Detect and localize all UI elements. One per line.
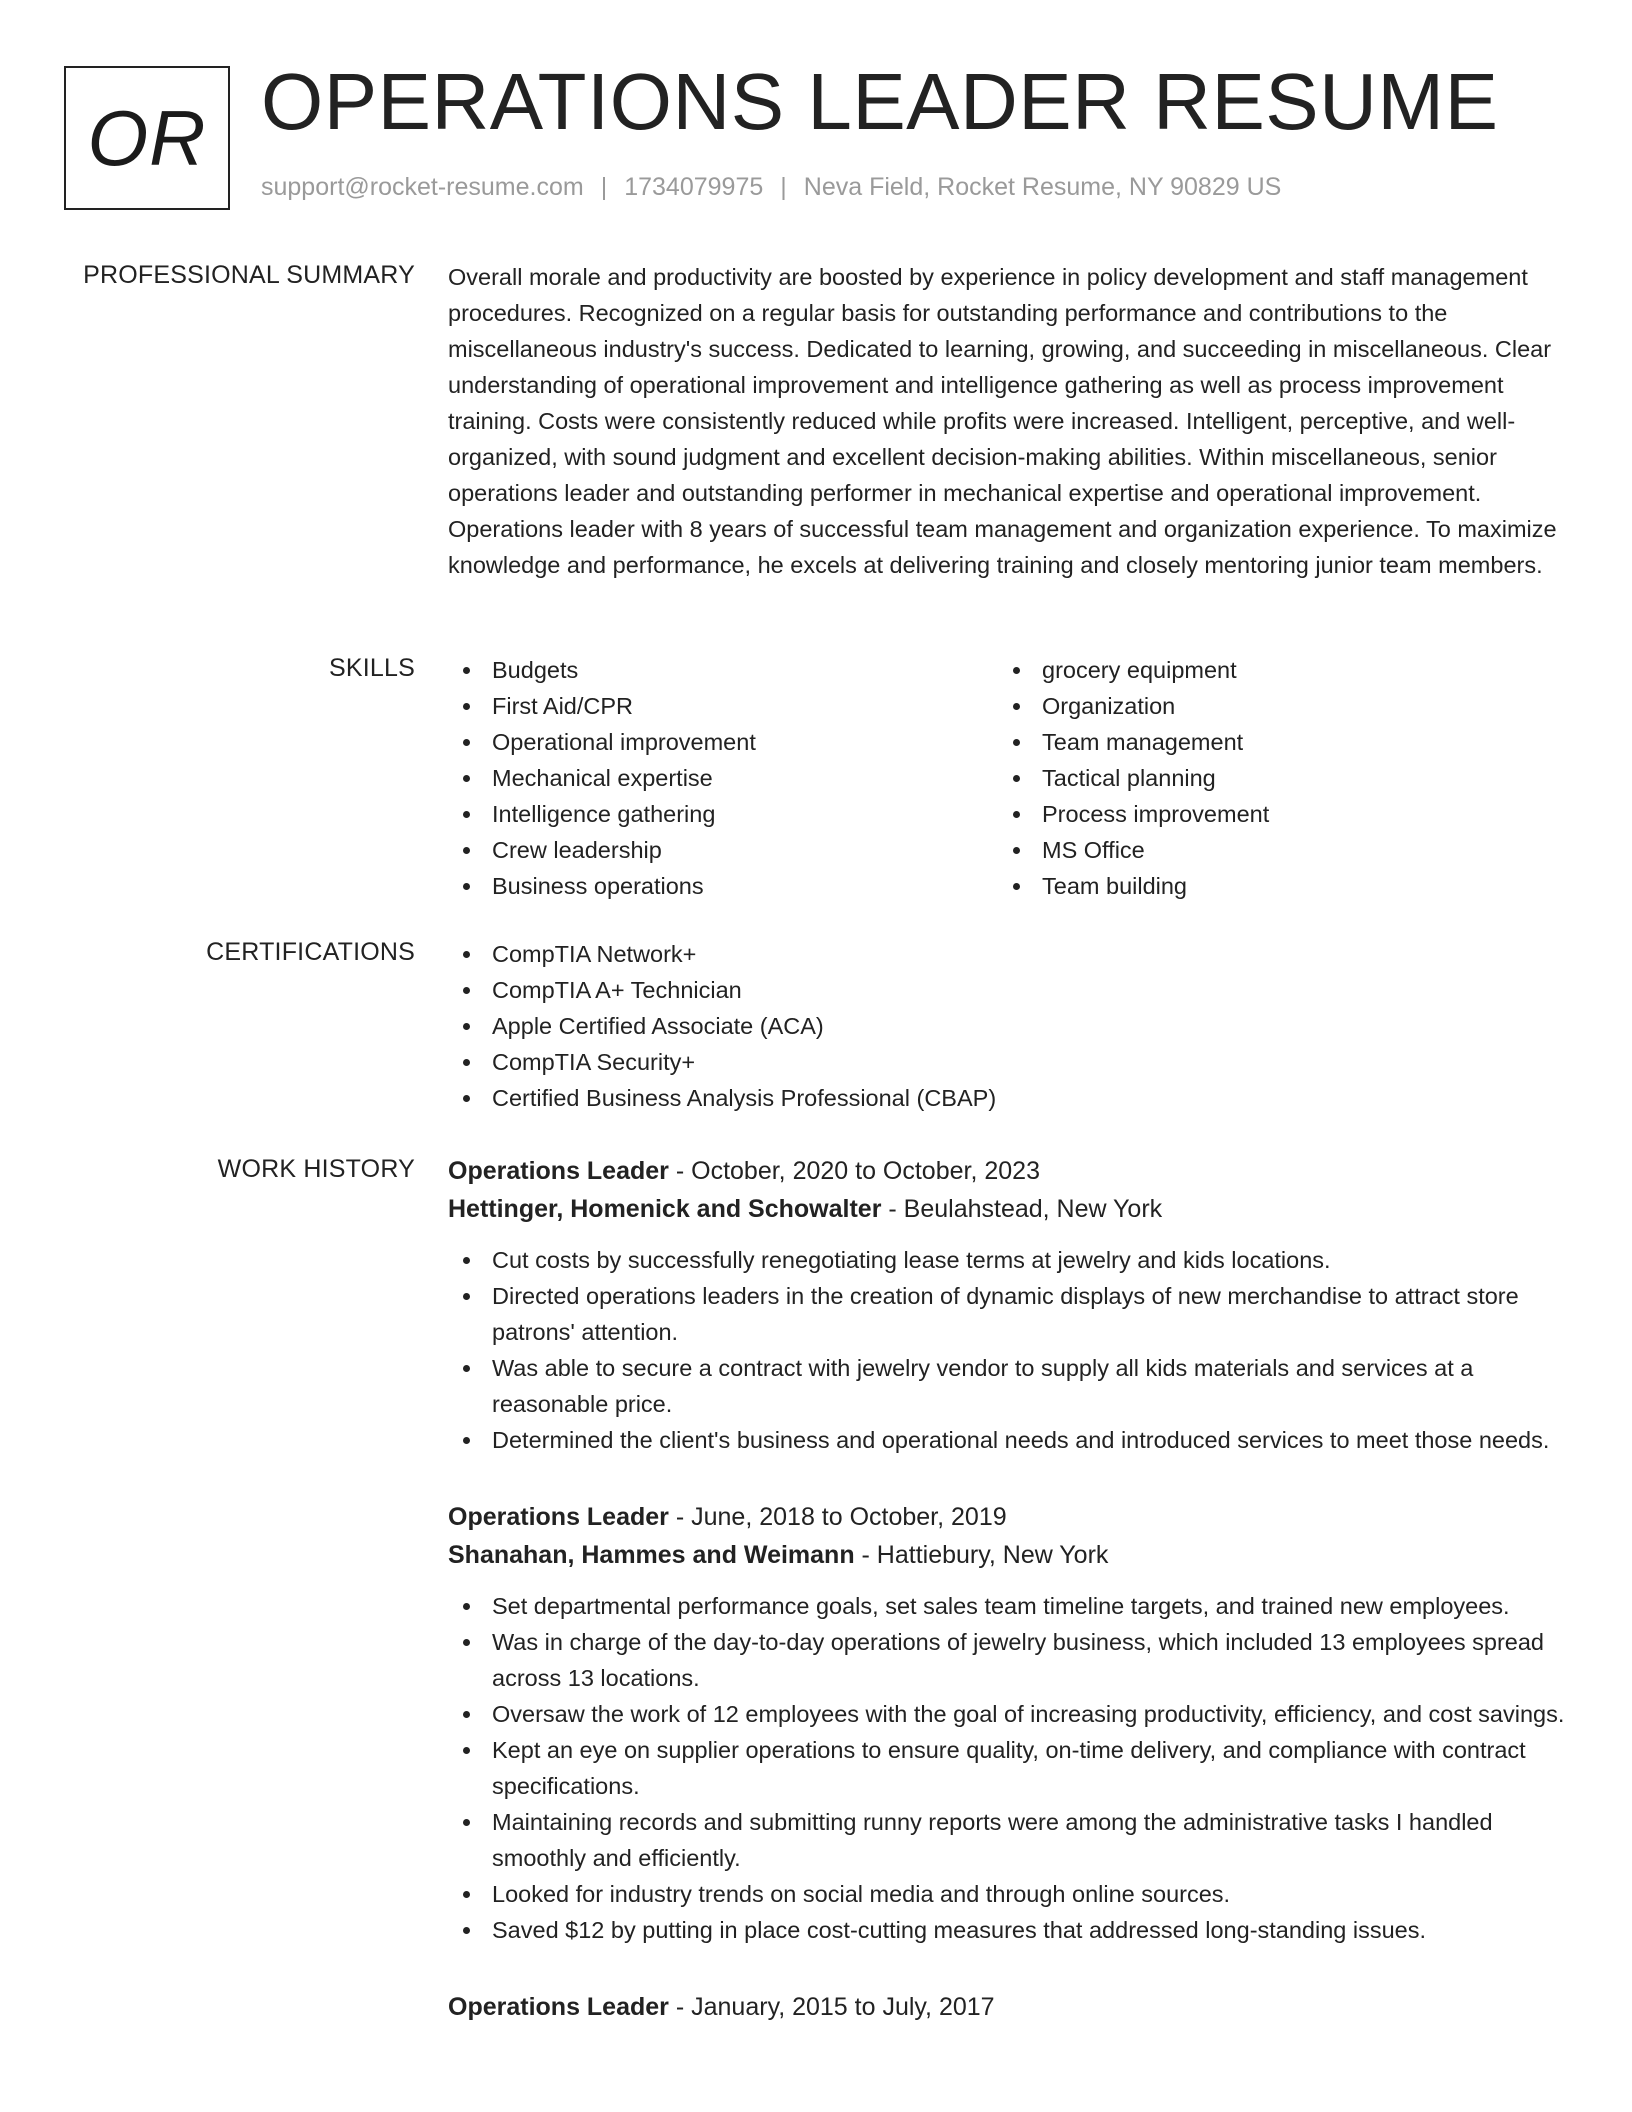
contact-separator: | — [600, 173, 608, 201]
job-bullet: Looked for industry trends on social media and through online sources. — [448, 1876, 1568, 1912]
job-bullet: Was in charge of the day-to-day operations of jewelry business, which included 13 employees spread across 13 locations. — [448, 1624, 1568, 1696]
job-dates: - January, 2015 to July, 2017 — [668, 1993, 995, 2021]
skill-item: Process improvement — [998, 796, 1548, 832]
job-location: - Beulahstead, New York — [881, 1195, 1163, 1223]
certification-item: CompTIA A+ Technician — [448, 972, 1568, 1008]
job-bullet: Saved $12 by putting in place cost-cutting measures that addressed long-standing issues. — [448, 1912, 1568, 1948]
job-title: Operations Leader — [448, 1993, 669, 2021]
job-bullet: Oversaw the work of 12 employees with the goal of increasing productivity, efficiency, and cost savings. — [448, 1696, 1568, 1732]
skill-item: Tactical planning — [998, 760, 1548, 796]
job-bullet: Directed operations leaders in the creation of dynamic displays of new merchandise to attract store patrons' attention. — [448, 1278, 1568, 1350]
job-title: Operations Leader — [448, 1157, 669, 1185]
skills-grid — [448, 652, 1568, 904]
skill-item: Operational improvement — [448, 724, 998, 760]
certification-item: CompTIA Security+ — [448, 1044, 1568, 1080]
job-entry — [448, 1498, 1568, 1948]
job-bullet: Was able to secure a contract with jewelry vendor to supply all kids materials and services at a reasonable price. — [448, 1350, 1568, 1422]
job-bullet: Set departmental performance goals, set sales team timeline targets, and trained new employees. — [448, 1588, 1568, 1624]
certification-item: Certified Business Analysis Professional (CBAP) — [448, 1080, 1568, 1116]
job-company-line — [448, 1190, 1568, 1228]
certification-item: CompTIA Network+ — [448, 936, 1568, 972]
job-company: Shanahan, Hammes and Weimann — [448, 1541, 855, 1569]
monogram-box — [64, 66, 230, 210]
skills-heading: SKILLS — [329, 654, 415, 682]
job-bullets — [448, 1242, 1568, 1458]
contact-address: Neva Field, Rocket Resume, NY 90829 US — [803, 173, 1282, 201]
skill-item: Team management — [998, 724, 1548, 760]
job-entry — [448, 1988, 1568, 2026]
job-bullet: Maintaining records and submitting runny reports were among the administrative tasks I handled smoothly and efficiently. — [448, 1804, 1568, 1876]
summary-heading: PROFESSIONAL SUMMARY — [83, 261, 415, 289]
work-history-body — [448, 1152, 1568, 2066]
monogram-initials: OR — [87, 93, 207, 182]
skill-item: Crew leadership — [448, 832, 998, 868]
job-entry — [448, 1152, 1568, 1458]
skill-item: MS Office — [998, 832, 1548, 868]
job-bullets — [448, 1588, 1568, 1948]
skill-item: grocery equipment — [998, 652, 1548, 688]
job-title-line — [448, 1498, 1568, 1536]
job-bullet: Kept an eye on supplier operations to ensure quality, on-time delivery, and compliance with contract specifications. — [448, 1732, 1568, 1804]
job-dates: - June, 2018 to October, 2019 — [668, 1503, 1007, 1531]
job-company-line — [448, 1536, 1568, 1574]
summary-text: Overall morale and productivity are boosted by experience in policy development and staff management procedures. Recognized on a regular basis for outstanding performance and contributions to the miscellaneous industry's success. Dedicated to learning, growing, and succeeding in miscellaneous. Clear understanding of operational improvement and intelligence gathering as well as process improvement training. Costs were consistently reduced while profits were increased. Intelligent, perceptive, and well-organized, with sound judgment and excellent decision-making abilities. Within miscellaneous, senior operations leader and outstanding performer in mechanical expertise and operational improvement. Operations leader with 8 years of successful team management and organization experience. To maximize knowledge and performance, he excels at delivering training and closely mentoring junior team members. — [448, 264, 1557, 578]
job-bullet: Determined the client's business and operational needs and introduced services to meet those needs. — [448, 1422, 1568, 1458]
certifications-body — [448, 936, 1568, 1116]
job-company: Hettinger, Homenick and Schowalter — [448, 1195, 882, 1223]
certification-item: Apple Certified Associate (ACA) — [448, 1008, 1568, 1044]
contact-line — [261, 173, 1281, 202]
certifications-list — [448, 936, 1568, 1116]
contact-separator: | — [780, 173, 787, 201]
job-location: - Hattiebury, New York — [854, 1541, 1109, 1569]
skills-body — [448, 652, 1568, 904]
skill-item: Mechanical expertise — [448, 760, 998, 796]
job-bullet: Cut costs by successfully renegotiating lease terms at jewelry and kids locations. — [448, 1242, 1568, 1278]
certifications-heading: CERTIFICATIONS — [206, 938, 415, 966]
skills-list-right — [998, 652, 1548, 904]
skill-item: Business operations — [448, 868, 998, 904]
skill-item: Intelligence gathering — [448, 796, 998, 832]
job-title-line — [448, 1152, 1568, 1190]
contact-email: support@rocket-resume.com — [261, 173, 584, 201]
skills-list-left — [448, 652, 998, 904]
job-dates: - October, 2020 to October, 2023 — [668, 1157, 1040, 1185]
job-title-line — [448, 1988, 1568, 2026]
resume-title: OPERATIONS LEADER RESUME — [261, 57, 1499, 146]
work-history-heading: WORK HISTORY — [217, 1155, 415, 1183]
skill-item: Budgets — [448, 652, 998, 688]
job-title: Operations Leader — [448, 1503, 669, 1531]
skill-item: Organization — [998, 688, 1548, 724]
skill-item: First Aid/CPR — [448, 688, 998, 724]
skill-item: Team building — [998, 868, 1548, 904]
contact-phone: 1734079975 — [624, 173, 764, 201]
